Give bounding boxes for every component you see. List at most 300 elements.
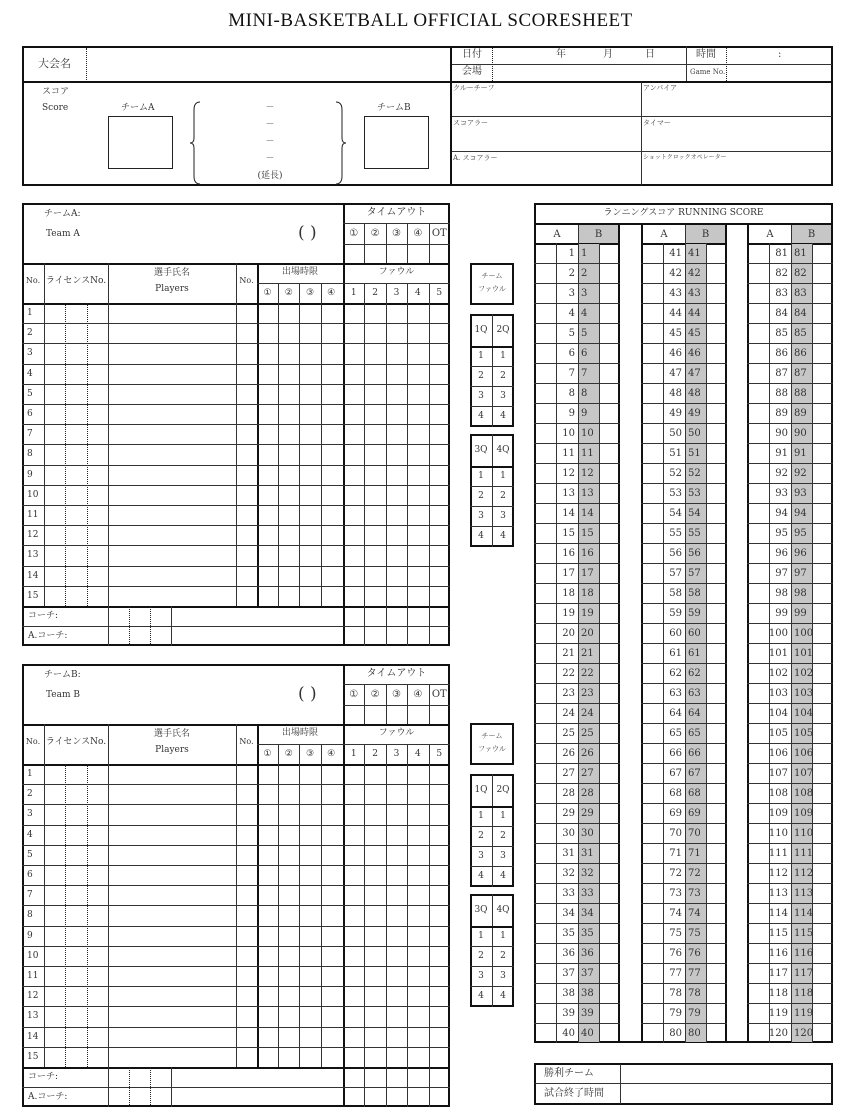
team-a-score-number[interactable]: 57 <box>669 567 682 579</box>
jersey-no-field[interactable] <box>236 303 257 323</box>
team-b-mark-cell[interactable] <box>706 823 725 843</box>
team-b-score-number[interactable]: 116 <box>794 947 814 959</box>
team-a-mark-cell[interactable] <box>643 543 663 563</box>
team-a-score-number[interactable]: 110 <box>768 827 788 839</box>
jersey-no-field[interactable] <box>236 885 257 905</box>
team-a-mark-cell[interactable] <box>749 283 769 303</box>
team-foul-mark[interactable]: 1 <box>478 811 484 821</box>
team-b-score-number[interactable]: 98 <box>794 587 807 599</box>
license-field[interactable] <box>44 966 108 986</box>
team-a-mark-cell[interactable] <box>749 263 769 283</box>
jersey-no-field[interactable] <box>236 946 257 966</box>
team-b-mark-cell[interactable] <box>599 703 618 723</box>
team-b-score-number[interactable]: 57 <box>688 567 701 579</box>
team-a-mark-cell[interactable] <box>643 683 663 703</box>
team-b-mark-cell[interactable] <box>706 943 725 963</box>
jersey-no-field[interactable] <box>236 1047 257 1067</box>
team-a-score-number[interactable]: 119 <box>768 1007 788 1019</box>
team-a-mark-cell[interactable] <box>749 883 769 903</box>
team-b-mark-cell[interactable] <box>706 603 725 623</box>
team-b-score-number[interactable]: 90 <box>794 427 807 439</box>
team-b-mark-cell[interactable] <box>812 983 831 1003</box>
team-b-score-number[interactable]: 56 <box>688 547 701 559</box>
team-a-score-number[interactable]: 27 <box>562 767 575 779</box>
team-a-mark-cell[interactable] <box>643 383 663 403</box>
official-crew-chief-field[interactable] <box>452 83 640 115</box>
team-b-score-number[interactable]: 12 <box>581 467 594 479</box>
team-b-score-number[interactable]: 19 <box>581 607 594 619</box>
team-b-mark-cell[interactable] <box>812 803 831 823</box>
team-a-mark-cell[interactable] <box>536 543 556 563</box>
jersey-no-field[interactable] <box>236 485 257 505</box>
team-foul-mark[interactable]: 2 <box>478 831 484 841</box>
team-b-mark-cell[interactable] <box>706 283 725 303</box>
team-a-score-number[interactable]: 28 <box>562 787 575 799</box>
team-a-mark-cell[interactable] <box>749 803 769 823</box>
team-foul-mark[interactable]: 4 <box>500 871 506 881</box>
player-name-field[interactable] <box>108 986 236 1006</box>
timeout-checkbox[interactable] <box>343 245 364 263</box>
team-a-score-number[interactable]: 40 <box>562 1027 575 1039</box>
team-b-mark-cell[interactable] <box>706 383 725 403</box>
team-a-mark-cell[interactable] <box>643 523 663 543</box>
team-b-score-number[interactable]: 8 <box>581 387 588 399</box>
team-a-mark-cell[interactable] <box>536 463 556 483</box>
team-b-mark-cell[interactable] <box>706 903 725 923</box>
team-b-score-number[interactable]: 59 <box>688 607 701 619</box>
player-name-field[interactable] <box>108 364 236 384</box>
team-a-score-number[interactable]: 108 <box>768 787 788 799</box>
team-a-mark-cell[interactable] <box>749 423 769 443</box>
player-name-field[interactable] <box>108 926 236 946</box>
team-b-score-number[interactable]: 68 <box>688 787 701 799</box>
team-a-score-number[interactable]: 33 <box>562 887 575 899</box>
team-a-score-number[interactable]: 30 <box>562 827 575 839</box>
team-a-score-number[interactable]: 88 <box>775 387 788 399</box>
player-name-field[interactable] <box>108 343 236 363</box>
team-b-score-number[interactable]: 87 <box>794 367 807 379</box>
team-a-score-number[interactable]: 103 <box>768 687 788 699</box>
team-a-mark-cell[interactable] <box>643 763 663 783</box>
team-a-score-number[interactable]: 43 <box>669 287 682 299</box>
team-a-mark-cell[interactable] <box>749 683 769 703</box>
license-field[interactable] <box>44 485 108 505</box>
team-a-score-number[interactable]: 111 <box>768 847 788 859</box>
team-b-mark-cell[interactable] <box>599 1003 618 1023</box>
team-b-mark-cell[interactable] <box>599 443 618 463</box>
player-name-field[interactable] <box>108 404 236 424</box>
team-a-mark-cell[interactable] <box>643 323 663 343</box>
team-b-score-number[interactable]: 40 <box>581 1027 594 1039</box>
team-b-score-number[interactable]: 49 <box>688 407 701 419</box>
team-b-mark-cell[interactable] <box>706 363 725 383</box>
team-a-score-number[interactable]: 3 <box>568 287 575 299</box>
team-b-mark-cell[interactable] <box>812 843 831 863</box>
team-a-mark-cell[interactable] <box>749 303 769 323</box>
timeout-checkbox[interactable] <box>429 245 450 263</box>
jersey-no-field[interactable] <box>236 586 257 606</box>
team-b-score-number[interactable]: 3 <box>581 287 588 299</box>
team-b-mark-cell[interactable] <box>812 763 831 783</box>
team-foul-mark[interactable]: 2 <box>478 371 484 381</box>
team-b-mark-cell[interactable] <box>599 883 618 903</box>
license-field[interactable] <box>44 926 108 946</box>
team-a-score-number[interactable]: 96 <box>775 547 788 559</box>
team-b-mark-cell[interactable] <box>812 863 831 883</box>
jersey-no-field[interactable] <box>236 404 257 424</box>
team-a-mark-cell[interactable] <box>643 603 663 623</box>
team-a-score-number[interactable]: 98 <box>775 587 788 599</box>
team-b-mark-cell[interactable] <box>706 583 725 603</box>
license-field[interactable] <box>44 343 108 363</box>
team-foul-mark[interactable]: 2 <box>478 491 484 501</box>
jersey-no-field[interactable] <box>236 424 257 444</box>
jersey-no-field[interactable] <box>236 384 257 404</box>
team-b-mark-cell[interactable] <box>706 783 725 803</box>
team-b-mark-cell[interactable] <box>599 923 618 943</box>
team-a-score-number[interactable]: 59 <box>669 607 682 619</box>
team-b-mark-cell[interactable] <box>599 643 618 663</box>
player-name-field[interactable] <box>108 586 236 606</box>
team-a-score-number[interactable]: 46 <box>669 347 682 359</box>
team-a-mark-cell[interactable] <box>536 763 556 783</box>
team-a-mark-cell[interactable] <box>749 1003 769 1023</box>
timeout-checkbox[interactable] <box>407 245 428 263</box>
team-b-mark-cell[interactable] <box>812 703 831 723</box>
jersey-no-field[interactable] <box>236 1006 257 1026</box>
team-a-mark-cell[interactable] <box>643 703 663 723</box>
team-a-score-number[interactable]: 62 <box>669 667 682 679</box>
license-field[interactable] <box>44 845 108 865</box>
team-a-mark-cell[interactable] <box>749 403 769 423</box>
team-b-score-number[interactable]: 38 <box>581 987 594 999</box>
team-a-score-number[interactable]: 25 <box>562 727 575 739</box>
timeout-checkbox[interactable] <box>364 706 385 724</box>
team-b-mark-cell[interactable] <box>812 343 831 363</box>
player-name-field[interactable] <box>108 545 236 565</box>
timeout-checkbox[interactable] <box>343 706 364 724</box>
team-b-score-number[interactable]: 44 <box>688 307 701 319</box>
team-a-score-number[interactable]: 61 <box>669 647 682 659</box>
team-a-mark-cell[interactable] <box>643 283 663 303</box>
license-field[interactable] <box>44 323 108 343</box>
team-b-score-number[interactable]: 9 <box>581 407 588 419</box>
team-a-score-number[interactable]: 12 <box>562 467 575 479</box>
team-a-mark-cell[interactable] <box>749 443 769 463</box>
jersey-no-field[interactable] <box>236 926 257 946</box>
license-field[interactable] <box>44 444 108 464</box>
team-b-score-number[interactable]: 47 <box>688 367 701 379</box>
team-b-score-number[interactable]: 10 <box>581 427 594 439</box>
team-a-score-number[interactable]: 70 <box>669 827 682 839</box>
team-b-score-number[interactable]: 118 <box>794 987 814 999</box>
team-b-mark-cell[interactable] <box>706 463 725 483</box>
team-a-score-number[interactable]: 67 <box>669 767 682 779</box>
team-foul-mark[interactable]: 4 <box>500 531 506 541</box>
team-a-score-number[interactable]: 20 <box>562 627 575 639</box>
team-a-score-number[interactable]: 39 <box>562 1007 575 1019</box>
team-b-score-number[interactable]: 39 <box>581 1007 594 1019</box>
team-a-mark-cell[interactable] <box>749 943 769 963</box>
team-b-score-number[interactable]: 70 <box>688 827 701 839</box>
team-a-score-number[interactable]: 89 <box>775 407 788 419</box>
team-b-mark-cell[interactable] <box>812 423 831 443</box>
timeout-checkbox[interactable] <box>407 706 428 724</box>
team-a-score-number[interactable]: 8 <box>568 387 575 399</box>
team-a-score-number[interactable]: 65 <box>669 727 682 739</box>
jersey-no-field[interactable] <box>236 905 257 925</box>
license-field[interactable] <box>44 404 108 424</box>
team-a-mark-cell[interactable] <box>749 563 769 583</box>
team-a-score-number[interactable]: 44 <box>669 307 682 319</box>
team-a-mark-cell[interactable] <box>643 923 663 943</box>
asst-coach-name-field[interactable] <box>171 1087 343 1107</box>
license-field[interactable] <box>44 1027 108 1047</box>
team-b-score-number[interactable]: 112 <box>794 867 814 879</box>
license-field[interactable] <box>44 384 108 404</box>
license-field[interactable] <box>44 364 108 384</box>
team-a-score-number[interactable]: 117 <box>768 967 788 979</box>
team-foul-mark[interactable]: 4 <box>500 991 506 1001</box>
team-a-score-number[interactable]: 83 <box>775 287 788 299</box>
team-b-score-number[interactable]: 7 <box>581 367 588 379</box>
team-b-mark-cell[interactable] <box>706 243 725 263</box>
team-b-score-number[interactable]: 31 <box>581 847 594 859</box>
team-foul-mark[interactable]: 2 <box>500 831 506 841</box>
team-b-score-number[interactable]: 104 <box>794 707 814 719</box>
timeout-checkbox[interactable] <box>386 245 407 263</box>
team-b-mark-cell[interactable] <box>706 843 725 863</box>
team-b-score-number[interactable]: 45 <box>688 327 701 339</box>
team-b-score-number[interactable]: 93 <box>794 487 807 499</box>
team-b-mark-cell[interactable] <box>812 443 831 463</box>
license-field[interactable] <box>44 784 108 804</box>
team-b-score-number[interactable]: 120 <box>794 1027 814 1039</box>
team-b-score-number[interactable]: 72 <box>688 867 701 879</box>
team-b-mark-cell[interactable] <box>812 743 831 763</box>
team-a-mark-cell[interactable] <box>536 783 556 803</box>
team-a-score-number[interactable]: 18 <box>562 587 575 599</box>
team-foul-mark[interactable]: 1 <box>500 811 506 821</box>
team-a-score-number[interactable]: 66 <box>669 747 682 759</box>
official-asst-scorer-field[interactable] <box>452 153 640 184</box>
player-name-field[interactable] <box>108 946 236 966</box>
team-a-score-number[interactable]: 118 <box>768 987 788 999</box>
team-b-score-number[interactable]: 2 <box>581 267 588 279</box>
team-a-mark-cell[interactable] <box>643 343 663 363</box>
team-b-mark-cell[interactable] <box>812 823 831 843</box>
team-a-mark-cell[interactable] <box>643 363 663 383</box>
jersey-no-field[interactable] <box>236 525 257 545</box>
team-a-mark-cell[interactable] <box>749 523 769 543</box>
team-a-score-number[interactable]: 77 <box>669 967 682 979</box>
jersey-no-field[interactable] <box>236 465 257 485</box>
team-a-score-number[interactable]: 64 <box>669 707 682 719</box>
team-b-score-number[interactable]: 117 <box>794 967 814 979</box>
team-a-mark-cell[interactable] <box>749 603 769 623</box>
player-name-field[interactable] <box>108 465 236 485</box>
team-a-mark-cell[interactable] <box>643 443 663 463</box>
team-b-score-number[interactable]: 46 <box>688 347 701 359</box>
team-b-score-number[interactable]: 96 <box>794 547 807 559</box>
official-umpire-field[interactable] <box>643 83 832 115</box>
team-a-mark-cell[interactable] <box>536 643 556 663</box>
team-a-score-number[interactable]: 107 <box>768 767 788 779</box>
license-field[interactable] <box>44 804 108 824</box>
team-a-mark-cell[interactable] <box>643 483 663 503</box>
team-b-mark-cell[interactable] <box>599 463 618 483</box>
team-foul-mark[interactable]: 3 <box>478 971 484 981</box>
team-b-score-number[interactable]: 94 <box>794 507 807 519</box>
team-b-score-number[interactable]: 88 <box>794 387 807 399</box>
team-a-mark-cell[interactable] <box>536 303 556 323</box>
team-b-score-number[interactable]: 55 <box>688 527 701 539</box>
team-a-score-number[interactable]: 19 <box>562 607 575 619</box>
team-foul-mark[interactable]: 3 <box>500 391 506 401</box>
team-a-score-number[interactable]: 74 <box>669 907 682 919</box>
team-foul-mark[interactable]: 1 <box>500 471 506 481</box>
team-a-mark-cell[interactable] <box>536 583 556 603</box>
team-a-score-number[interactable]: 56 <box>669 547 682 559</box>
team-a-mark-cell[interactable] <box>643 583 663 603</box>
team-b-mark-cell[interactable] <box>599 783 618 803</box>
team-a-score-number[interactable]: 76 <box>669 947 682 959</box>
player-name-field[interactable] <box>108 966 236 986</box>
team-b-mark-cell[interactable] <box>812 383 831 403</box>
team-a-score-number[interactable]: 80 <box>669 1027 682 1039</box>
team-a-score-number[interactable]: 1 <box>568 247 575 259</box>
team-a-score-number[interactable]: 99 <box>775 607 788 619</box>
team-b-mark-cell[interactable] <box>812 943 831 963</box>
team-a-score-number[interactable]: 92 <box>775 467 788 479</box>
team-a-mark-cell[interactable] <box>643 243 663 263</box>
team-a-score-number[interactable]: 45 <box>669 327 682 339</box>
team-a-mark-cell[interactable] <box>536 603 556 623</box>
team-b-score-number[interactable]: 54 <box>688 507 701 519</box>
team-a-mark-cell[interactable] <box>643 423 663 443</box>
team-b-score-number[interactable]: 69 <box>688 807 701 819</box>
team-a-mark-cell[interactable] <box>536 343 556 363</box>
team-a-mark-cell[interactable] <box>536 503 556 523</box>
license-field[interactable] <box>44 885 108 905</box>
team-a-mark-cell[interactable] <box>536 523 556 543</box>
team-b-score-number[interactable]: 76 <box>688 947 701 959</box>
team-b-score-number[interactable]: 24 <box>581 707 594 719</box>
winner-field[interactable] <box>622 1065 831 1083</box>
team-a-score-number[interactable]: 71 <box>669 847 682 859</box>
team-a-score-number[interactable]: 58 <box>669 587 682 599</box>
team-b-mark-cell[interactable] <box>599 523 618 543</box>
team-b-mark-cell[interactable] <box>599 363 618 383</box>
team-a-mark-cell[interactable] <box>536 383 556 403</box>
team-b-mark-cell[interactable] <box>706 663 725 683</box>
team-b-mark-cell[interactable] <box>599 503 618 523</box>
team-b-score-number[interactable]: 53 <box>688 487 701 499</box>
jersey-no-field[interactable] <box>236 804 257 824</box>
player-name-field[interactable] <box>108 525 236 545</box>
team-b-mark-cell[interactable] <box>812 483 831 503</box>
team-b-score-number[interactable]: 64 <box>688 707 701 719</box>
jersey-no-field[interactable] <box>236 1027 257 1047</box>
team-a-mark-cell[interactable] <box>536 483 556 503</box>
team-a-score-number[interactable]: 114 <box>768 907 788 919</box>
team-b-score-number[interactable]: 102 <box>794 667 814 679</box>
team-b-mark-cell[interactable] <box>812 623 831 643</box>
team-foul-mark[interactable]: 3 <box>500 511 506 521</box>
team-b-mark-cell[interactable] <box>706 1003 725 1023</box>
team-b-mark-cell[interactable] <box>812 403 831 423</box>
team-b-mark-cell[interactable] <box>706 763 725 783</box>
team-b-score-number[interactable]: 106 <box>794 747 814 759</box>
team-a-mark-cell[interactable] <box>536 843 556 863</box>
team-b-score-number[interactable]: 22 <box>581 667 594 679</box>
team-a-mark-cell[interactable] <box>643 463 663 483</box>
team-b-score-number[interactable]: 89 <box>794 407 807 419</box>
period-score-4[interactable]: － <box>265 154 275 164</box>
team-b-mark-cell[interactable] <box>812 683 831 703</box>
team-a-score-number[interactable]: 32 <box>562 867 575 879</box>
team-b-mark-cell[interactable] <box>599 483 618 503</box>
team-b-mark-cell[interactable] <box>706 723 725 743</box>
team-a-score-number[interactable]: 113 <box>768 887 788 899</box>
team-b-mark-cell[interactable] <box>812 603 831 623</box>
team-a-mark-cell[interactable] <box>643 883 663 903</box>
team-b-score-number[interactable]: 21 <box>581 647 594 659</box>
team-b-score-number[interactable]: 85 <box>794 327 807 339</box>
team-a-score-number[interactable]: 17 <box>562 567 575 579</box>
team-a-score-number[interactable]: 41 <box>669 247 682 259</box>
team-b-score-number[interactable]: 41 <box>688 247 701 259</box>
team-a-score-number[interactable]: 10 <box>562 427 575 439</box>
timeout-checkbox[interactable] <box>386 706 407 724</box>
team-b-score-number[interactable]: 75 <box>688 927 701 939</box>
team-b-score-number[interactable]: 109 <box>794 807 814 819</box>
player-name-field[interactable] <box>108 1047 236 1067</box>
team-a-mark-cell[interactable] <box>749 583 769 603</box>
team-b-mark-cell[interactable] <box>812 363 831 383</box>
player-name-field[interactable] <box>108 384 236 404</box>
team-name-field[interactable] <box>102 668 282 718</box>
team-a-mark-cell[interactable] <box>643 503 663 523</box>
team-a-mark-cell[interactable] <box>536 283 556 303</box>
team-b-mark-cell[interactable] <box>706 923 725 943</box>
team-b-score-number[interactable]: 32 <box>581 867 594 879</box>
team-b-mark-cell[interactable] <box>599 263 618 283</box>
team-b-mark-cell[interactable] <box>812 923 831 943</box>
license-field[interactable] <box>44 505 108 525</box>
jersey-no-field[interactable] <box>236 966 257 986</box>
end-time-field[interactable] <box>622 1085 831 1103</box>
team-a-score-number[interactable]: 100 <box>768 627 788 639</box>
team-a-score-number[interactable]: 53 <box>669 487 682 499</box>
team-a-mark-cell[interactable] <box>749 823 769 843</box>
team-b-score-number[interactable]: 81 <box>794 247 807 259</box>
team-b-score-number[interactable]: 50 <box>688 427 701 439</box>
team-a-mark-cell[interactable] <box>643 943 663 963</box>
team-a-mark-cell[interactable] <box>643 663 663 683</box>
team-a-mark-cell[interactable] <box>536 363 556 383</box>
team-a-mark-cell[interactable] <box>749 843 769 863</box>
team-a-score-number[interactable]: 54 <box>669 507 682 519</box>
team-b-score-number[interactable]: 119 <box>794 1007 814 1019</box>
team-a-mark-cell[interactable] <box>536 903 556 923</box>
team-b-mark-cell[interactable] <box>812 303 831 323</box>
team-b-score-number[interactable]: 103 <box>794 687 814 699</box>
team-a-score-box[interactable] <box>108 116 173 169</box>
team-a-mark-cell[interactable] <box>643 623 663 643</box>
team-a-score-number[interactable]: 105 <box>768 727 788 739</box>
team-a-score-number[interactable]: 60 <box>669 627 682 639</box>
